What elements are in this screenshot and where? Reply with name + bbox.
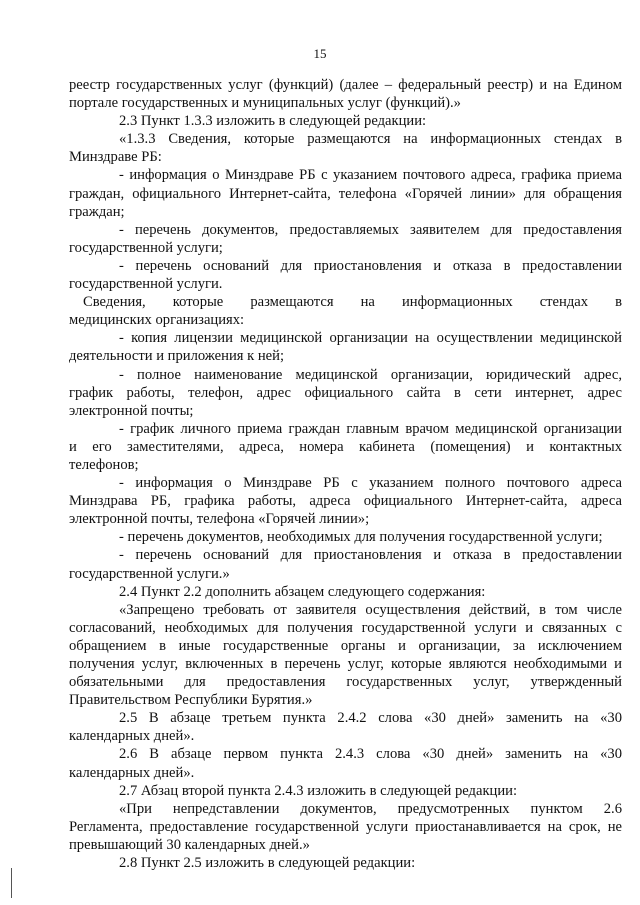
text-line: - перечень документов, необходимых для получения государственной услуги; — [119, 529, 603, 546]
scan-edge-line — [11, 868, 12, 898]
text-line: - график личного приема граждан главным врачом медицинской организации — [119, 420, 622, 437]
text-line: Минздрава РБ, графика работы, адреса официального Интернет-сайта, адреса — [69, 493, 622, 510]
text-line: электронной почты; — [69, 402, 194, 419]
page-number: 15 — [313, 46, 327, 61]
text-line: - информация о Минздраве РБ с указанием почтового адреса, графика приема — [119, 167, 622, 184]
text-line: календарных дней». — [69, 728, 195, 745]
text-line: - перечень оснований для приостановления и отказа в предоставлении — [119, 547, 622, 564]
text-line: и его заместителями, адреса, номера кабинета (помещения) и контактных — [69, 438, 622, 455]
text-line: обязательными для предоставления государственных услуг, утвержденный — [69, 674, 622, 691]
text-line: «При непредставлении документов, предусмотренных пунктом 2.6 — [119, 800, 622, 817]
text-line: - перечень документов, предоставляемых заявителем для предоставления — [119, 221, 622, 238]
text-line: - полное наименование медицинской организации, юридический адрес, — [119, 366, 622, 383]
text-line: получения услуг, включенных в перечень услуг, которые являются необходимыми и — [69, 656, 622, 672]
text-line: «Запрещено требовать от заявителя осуществления действий, в том числе — [119, 601, 622, 618]
text-line: государственной услуги. — [69, 276, 223, 293]
text-line: деятельности и приложения к ней; — [69, 348, 285, 365]
text-line: реестр государственных услуг (функций) (далее – федеральный реестр) и на Едином — [69, 77, 622, 93]
text-line: превышающий 30 календарных дней.» — [69, 836, 310, 853]
text-line: согласований, необходимых для получения государственной услуги и связанных с — [69, 619, 622, 636]
text-line: государственной услуги; — [69, 239, 223, 256]
text-line: электронной почты, телефона «Горячей линии»; — [69, 511, 370, 528]
text-line: - копия лицензии медицинской организации на осуществлении медицинской — [119, 330, 622, 347]
text-line: 2.3 Пункт 1.3.3 изложить в следующей редакции: — [119, 113, 427, 130]
text-line: - информация о Минздраве РБ с указанием полного почтового адреса — [119, 475, 622, 492]
text-line: 2.8 Пункт 2.5 изложить в следующей редакции: — [119, 855, 416, 872]
document-body — [69, 76, 622, 872]
text-line: Минздраве РБ: — [69, 149, 162, 166]
text-line: портале государственных и муниципальных услуг (функций).» — [69, 95, 461, 112]
text-line: обращением в иные государственные органы и организации, за исключением — [69, 637, 622, 654]
text-line: 2.6 В абзаце первом пункта 2.4.3 слова «30 дней» заменить на «30 — [119, 746, 622, 763]
text-line: государственной услуги.» — [69, 565, 230, 582]
text-line: «1.3.3 Сведения, которые размещаются на информационных стендах в — [119, 131, 622, 148]
text-line: 2.4 Пункт 2.2 дополнить абзацем следующего содержания: — [119, 583, 486, 600]
text-line: 2.7 Абзац второй пункта 2.4.3 изложить в следующей редакции: — [119, 782, 518, 799]
text-line: граждан, официального Интернет-сайта, телефона «Горячей линии» для обращения — [69, 185, 622, 202]
text-line: граждан; — [69, 203, 125, 220]
text-line: - перечень оснований для приостановления и отказа в предоставлении — [119, 257, 622, 274]
text-line: телефонов; — [69, 456, 139, 473]
text-line: Сведения, которые размещаются на информационных стендах в — [83, 294, 622, 311]
text-line: Правительством Республики Бурятия.» — [69, 692, 313, 709]
text-line: 2.5 В абзаце третьем пункта 2.4.2 слова «30 дней» заменить на «30 — [119, 710, 622, 727]
text-line: календарных дней». — [69, 764, 195, 781]
text-line: график работы, телефон, адрес официального сайта в сети интернет, адрес — [69, 384, 622, 401]
text-line: Регламента, предоставление государственной услуги приостанавливается на срок, не — [69, 818, 622, 835]
text-line: медицинских организациях: — [69, 312, 245, 329]
